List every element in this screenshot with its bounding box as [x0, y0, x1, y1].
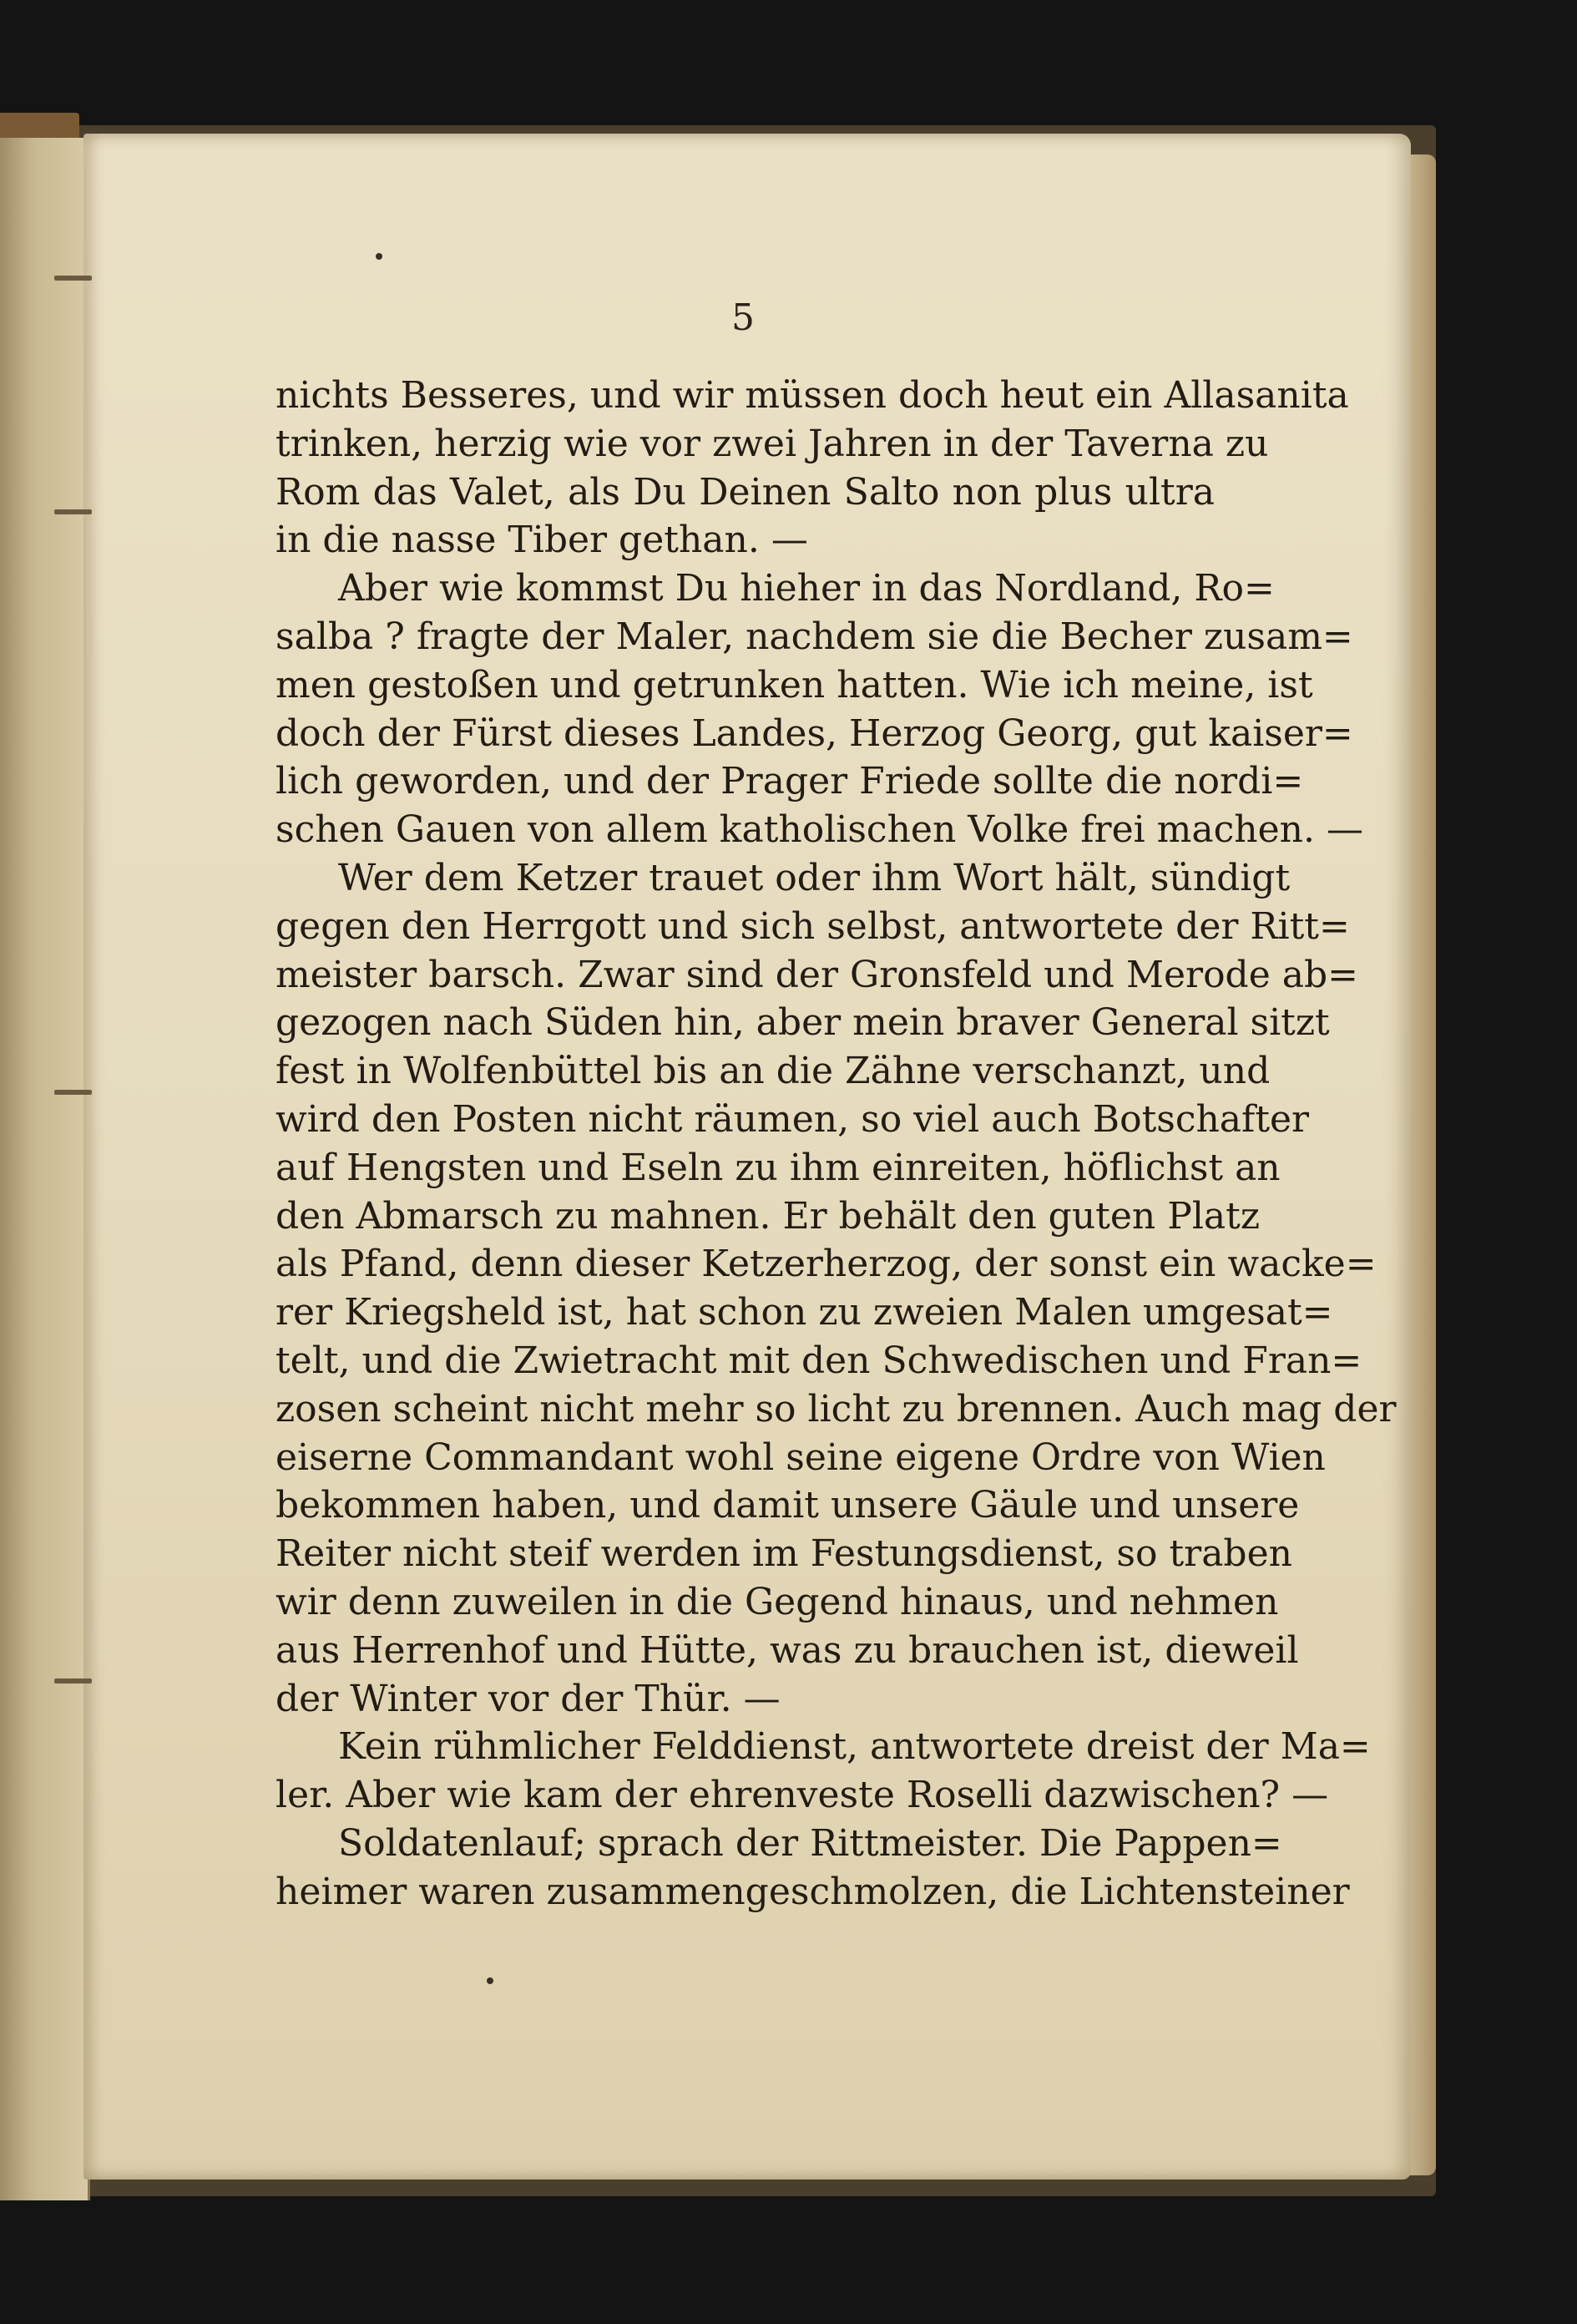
text-line: trinken, herzig wie vor zwei Jahren in der Taverna zu — [275, 422, 1269, 465]
text-line: aus Herrenhof und Hütte, was zu brauchen ist, dieweil — [275, 1628, 1299, 1672]
text-line: meister barsch. Zwar sind der Gronsfeld und Merode ab= — [275, 953, 1359, 996]
text-line: eiserne Commandant wohl seine eigene Ordre von Wien — [275, 1435, 1326, 1479]
text-line: gegen den Herrgott und sich selbst, antwortete der Ritt= — [275, 904, 1350, 948]
binding-mark — [54, 509, 92, 514]
text-line: doch der Fürst dieses Landes, Herzog Georg, gut kaiser= — [275, 711, 1353, 755]
body-text — [275, 372, 1397, 1916]
text-line: men gestoßen und getrunken hatten. Wie ich meine, ist — [275, 663, 1313, 706]
text-line: Kein rühmlicher Felddienst, antwortete dreist der Ma= — [338, 1725, 1371, 1769]
text-line: gezogen nach Süden hin, aber mein braver General sitzt — [275, 1001, 1330, 1045]
text-line: Reiter nicht steif werden im Festungsdienst, so traben — [275, 1532, 1292, 1576]
text-line: Soldatenlauf; sprach der Rittmeister. Die Pappen= — [338, 1821, 1282, 1865]
text-line: wird den Posten nicht räumen, so viel auch Botschafter — [275, 1097, 1310, 1141]
text-line: auf Hengsten und Eseln zu ihm einreiten, höflichst an — [275, 1146, 1281, 1189]
text-line: zosen scheint nicht mehr so licht zu brennen. Auch mag der — [275, 1387, 1397, 1430]
text-line: wir denn zuweilen in die Gegend hinaus, und nehmen — [275, 1580, 1279, 1623]
binding-mark — [54, 1090, 92, 1095]
text-line: schen Gauen von allem katholischen Volke frei machen. — — [275, 808, 1363, 852]
text-line: der Winter vor der Thür. — — [275, 1677, 781, 1720]
text-line: salba ? fragte der Maler, nachdem sie die Becher zusam= — [275, 615, 1353, 658]
text-line: lich geworden, und der Prager Friede sollte die nordi= — [275, 760, 1304, 803]
text-line: nichts Besseres, und wir müssen doch heut ein Allasanita — [275, 374, 1349, 417]
text-line: telt, und die Zwietracht mit den Schwedischen und Fran= — [275, 1339, 1362, 1382]
text-line: fest in Wolfenbüttel bis an die Zähne verschanzt, und — [275, 1050, 1271, 1093]
text-line: als Pfand, denn dieser Ketzerherzog, der sonst ein wacke= — [275, 1243, 1377, 1286]
text-line: bekommen haben, und damit unsere Gäule und unsere — [275, 1484, 1300, 1527]
text-line: rer Kriegsheld ist, hat schon zu zweien Malen umgesat= — [275, 1291, 1333, 1334]
binding-marks — [46, 251, 96, 2088]
text-line: heimer waren zusammengeschmolzen, die Lichtensteiner — [275, 1870, 1350, 1913]
text-line: den Abmarsch zu mahnen. Er behält den guten Platz — [275, 1194, 1260, 1238]
text-line: Aber wie kommst Du hieher in das Nordland, Ro= — [338, 567, 1275, 610]
ink-speck — [487, 1977, 493, 1984]
text-line: Wer dem Ketzer trauet oder ihm Wort hält, sündigt — [338, 856, 1291, 899]
binding-mark — [54, 276, 92, 281]
page-number: 5 — [731, 296, 755, 339]
text-line: ler. Aber wie kam der ehrenveste Roselli dazwischen? — — [275, 1774, 1329, 1817]
text-line: Rom das Valet, als Du Deinen Salto non plus ultra — [275, 470, 1215, 514]
ink-speck — [376, 253, 382, 260]
text-line: in die nasse Tiber gethan. — — [275, 519, 808, 562]
binding-mark — [54, 1678, 92, 1684]
